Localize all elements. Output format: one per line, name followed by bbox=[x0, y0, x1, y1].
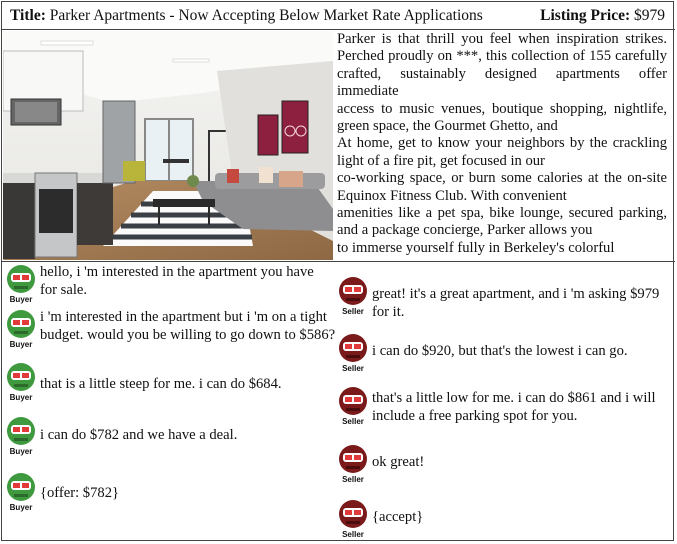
description-paragraph: to immerse yourself fully in Berkeley's colorful bbox=[337, 239, 615, 256]
seller-avatar-icon bbox=[336, 333, 370, 375]
listing-header bbox=[2, 2, 675, 30]
listing-title: Title: Parker Apartments - Now Accepting Below Market Rate Applications bbox=[10, 7, 483, 24]
buyer-message bbox=[4, 264, 334, 306]
seller-label: Seller bbox=[342, 530, 364, 539]
seller-avatar-icon bbox=[336, 444, 370, 486]
buyer-message bbox=[4, 362, 334, 404]
listing-price-value: $979 bbox=[634, 7, 665, 24]
seller-message-text: i can do $920, but that's the lowest i can go. bbox=[372, 343, 628, 359]
description-paragraph: Parker is that thrill you feel when inspiration strikes. Perched proudly on ***, this collection of 155 carefully crafted, sustainably designed apartments offer immediate bbox=[337, 31, 667, 100]
seller-message-text: {accept} bbox=[372, 509, 424, 525]
seller-avatar-icon bbox=[336, 386, 370, 428]
buyer-avatar-icon bbox=[4, 309, 38, 351]
buyer-label: Buyer bbox=[9, 503, 33, 512]
buyer-avatar-icon bbox=[4, 416, 38, 458]
buyer-avatar-icon bbox=[4, 264, 38, 306]
seller-message bbox=[336, 386, 672, 428]
seller-label: Seller bbox=[342, 417, 364, 426]
apartment-photo bbox=[3, 31, 333, 260]
buyer-label: Buyer bbox=[9, 393, 33, 402]
seller-label: Seller bbox=[342, 475, 364, 484]
description-paragraph: co-working space, or burn some calories at the on-site Equinox Fitness Club. With convenient bbox=[337, 170, 667, 204]
buyer-label: Buyer bbox=[9, 295, 33, 304]
buyer-message bbox=[4, 416, 334, 458]
seller-message bbox=[336, 444, 672, 486]
buyer-avatar-icon bbox=[4, 472, 38, 514]
seller-label: Seller bbox=[342, 364, 364, 373]
buyer-message bbox=[4, 309, 337, 351]
buyer-message-text: i can do $782 and we have a deal. bbox=[40, 427, 238, 443]
seller-message bbox=[336, 276, 672, 321]
listing-title-value: Parker Apartments - Now Accepting Below Market Rate Applications bbox=[49, 7, 483, 24]
description-paragraph: amenities like a pet spa, bike lounge, secured parking, and a package concierge, Parker allows you bbox=[337, 205, 667, 239]
buyer-label: Buyer bbox=[9, 447, 33, 456]
buyer-message bbox=[4, 472, 334, 514]
seller-message-text: ok great! bbox=[372, 454, 425, 470]
listing-description bbox=[337, 31, 667, 260]
description-paragraph: access to music venues, boutique shopping, nightlife, green space, the Gourmet Ghetto, and bbox=[337, 100, 667, 135]
seller-message bbox=[336, 499, 672, 541]
listing-price: Listing Price: $979 bbox=[540, 7, 665, 24]
description-paragraph: At home, get to know your neighbors by the crackling light of a fire pit, get focused in our bbox=[337, 135, 667, 169]
seller-message-text: great! it's a great apartment, and i 'm asking $979 for it. bbox=[372, 286, 660, 320]
seller-label: Seller bbox=[342, 307, 364, 316]
buyer-avatar-icon bbox=[4, 362, 38, 404]
listing-panel bbox=[1, 1, 674, 541]
apartment-interior-illustration bbox=[3, 31, 333, 260]
buyer-message-text: that is a little steep for me. i can do $684. bbox=[40, 376, 282, 392]
seller-message bbox=[336, 333, 672, 375]
buyer-message-text: hello, i 'm interested in the apartment you have for sale. bbox=[40, 264, 314, 298]
buyer-message-text: {offer: $782} bbox=[40, 485, 119, 501]
seller-message-text: that's a little low for me. i can do $861 and i will include a free parking spot for you. bbox=[372, 390, 656, 424]
seller-avatar-icon bbox=[336, 499, 370, 541]
buyer-message-text: i 'm interested in the apartment but i 'm on a tight budget. would you be willing to go down to $586? bbox=[40, 309, 336, 343]
buyer-label: Buyer bbox=[9, 340, 33, 349]
negotiation-dialogue bbox=[2, 262, 675, 542]
seller-avatar-icon bbox=[336, 276, 370, 318]
